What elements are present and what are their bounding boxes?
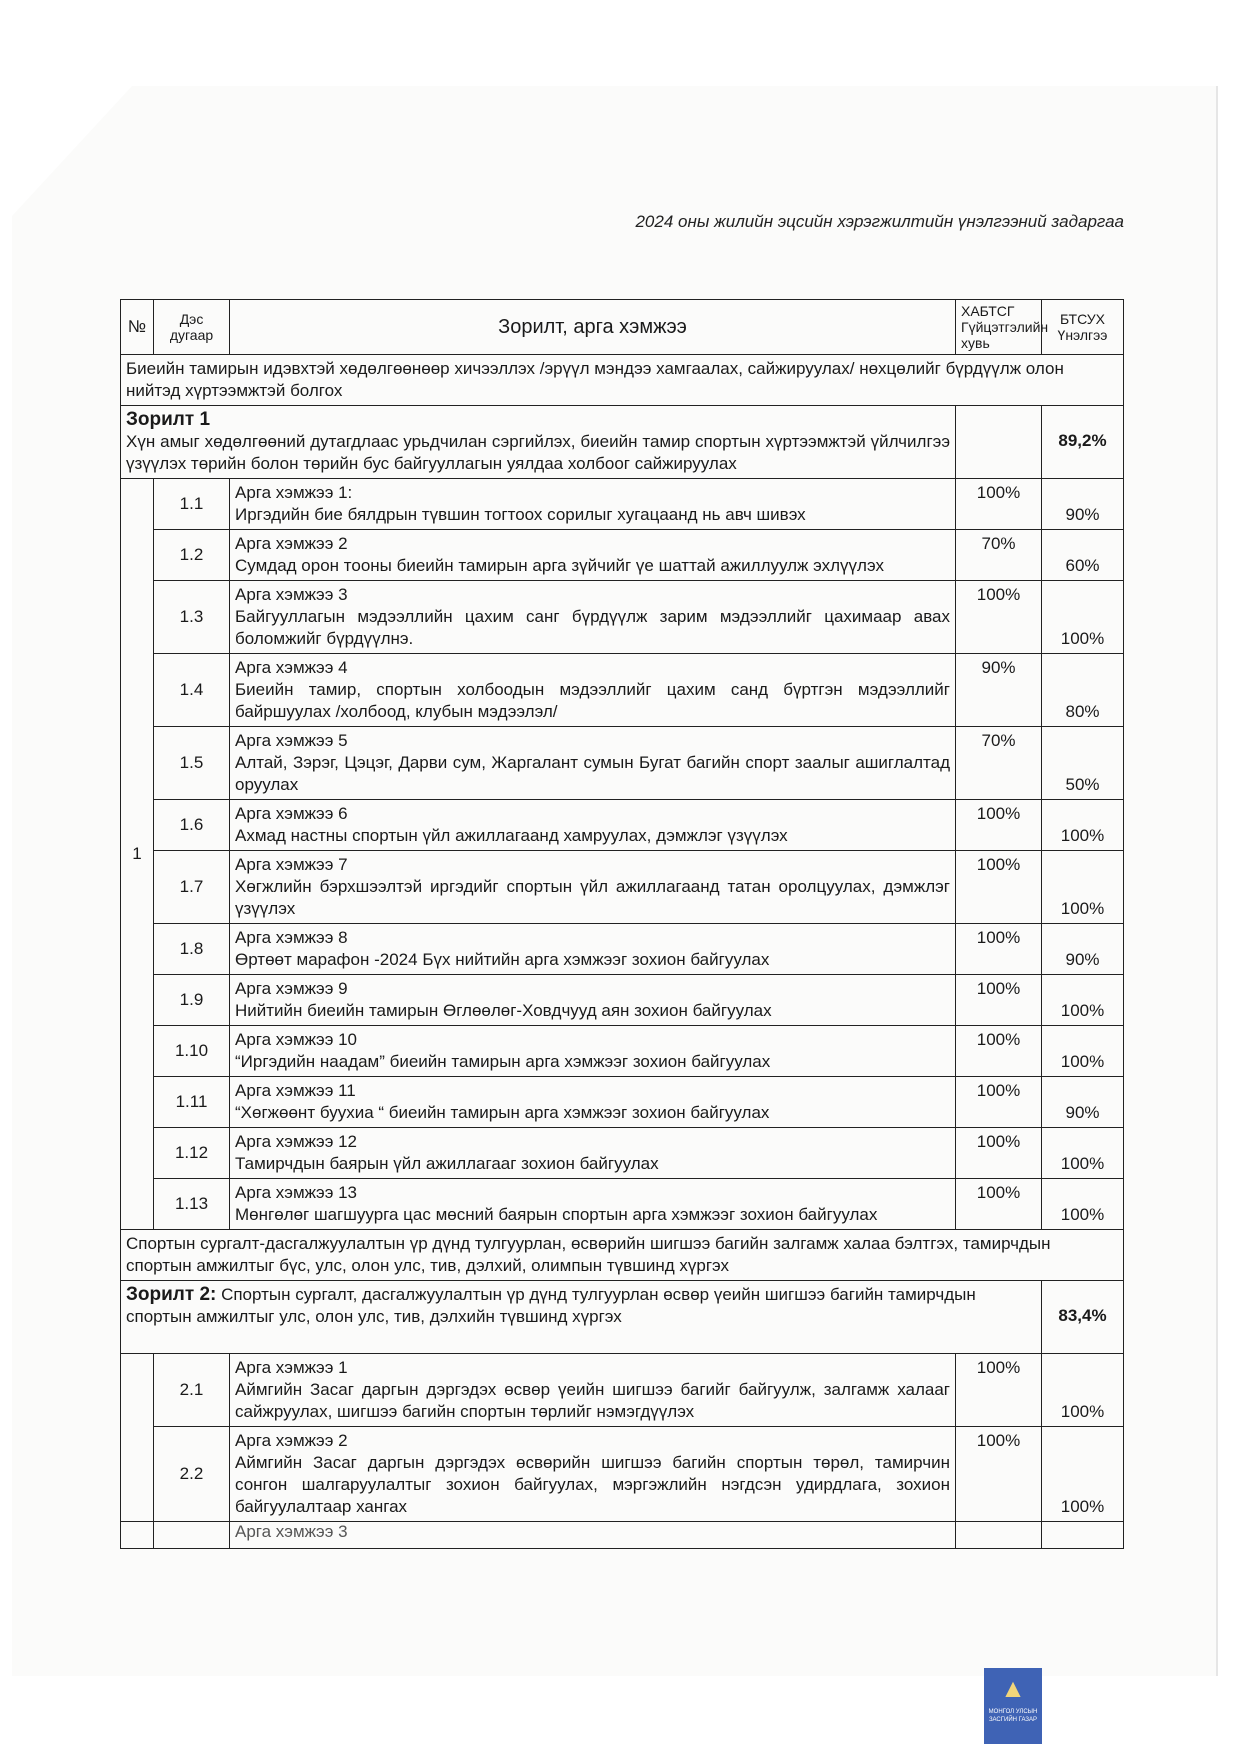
action-number: 1.10 [154, 1026, 230, 1077]
action-number: 1.11 [154, 1077, 230, 1128]
action-heading: Арга хэмжээ 12 [235, 1132, 358, 1151]
action-number: 1.12 [154, 1128, 230, 1179]
goal-1-cell [121, 406, 956, 479]
action-row [121, 727, 1124, 800]
action-cell [230, 1427, 956, 1522]
action-cell [230, 581, 956, 654]
evaluation-percent: 50% [1042, 727, 1124, 800]
action-heading: Арга хэмжээ 10 [235, 1030, 358, 1049]
action-text: Тамирчдын баярын үйл ажиллагааг зохион байгуулах [235, 1154, 659, 1173]
evaluation-percent: 90% [1042, 924, 1124, 975]
goal-1-actions [121, 479, 1124, 1230]
action-number: 1.7 [154, 851, 230, 924]
performance-percent: 100% [956, 1354, 1042, 1427]
goal-1-text: Хүн амыг хөдөлгөөний дутагдлаас урьдчилан сэргийлэх, биеийн тамир спортын хүртээмжтэй үйлчилгээ үзүүлэх төрийн болон төрийн бус байгууллагын уялдаа холбоог сайжируулах [126, 432, 950, 473]
action-text: Иргэдийн бие бялдрын түвшин тогтоох сорилыг хугацаанд нь авч шивэх [235, 505, 806, 524]
action-heading: Арга хэмжээ 6 [235, 804, 348, 823]
action-text: “Иргэдийн наадам” биеийн тамирын арга хэмжээг зохион байгуулах [235, 1052, 771, 1071]
evaluation-percent: 100% [1042, 581, 1124, 654]
performance-percent: 100% [956, 1128, 1042, 1179]
action-text: Ахмад настны спортын үйл ажиллагаанд хамруулах, дэмжлэг үзүүлэх [235, 826, 788, 845]
goal-2-text: Спортын сургалт, дасгалжуулалтын үр дүнд тулгуурлан өсвөр үеийн шигшээ багийн тамирчдын спортын амжилтыг улс, олон улс, тив, дэлхийн түвшинд хүргэх [126, 1285, 976, 1326]
goal-2-actions [121, 1354, 1124, 1522]
action-row [121, 800, 1124, 851]
action-number: 1.9 [154, 975, 230, 1026]
action-text: Нийтийн биеийн тамирын Өглөөлөг-Ховдчууд аян зохион байгуулах [235, 1001, 772, 1020]
action-number: 1.3 [154, 581, 230, 654]
group-number: 1 [121, 479, 154, 1230]
folded-corner [12, 86, 132, 216]
action-cell [230, 530, 956, 581]
action-number: 1.5 [154, 727, 230, 800]
goal-1-title: Зорилт 1 [126, 409, 211, 430]
action-cell [230, 1026, 956, 1077]
action-heading: Арга хэмжээ 1 [235, 1358, 348, 1377]
action-row [121, 581, 1124, 654]
evaluation-percent: 100% [1042, 1427, 1124, 1522]
evaluation-percent: 100% [1042, 975, 1124, 1026]
action-heading: Арга хэмжээ 1: [235, 483, 353, 502]
action-text: Мөнгөлөг шагшуурга цас мөсний баярын спортын арга хэмжээг зохион байгуулах [235, 1205, 878, 1224]
action-number: 1.1 [154, 479, 230, 530]
evaluation-table [120, 299, 1124, 1549]
performance-percent: 100% [956, 851, 1042, 924]
action-number: 1.13 [154, 1179, 230, 1230]
performance-percent: 100% [956, 975, 1042, 1026]
action-heading: Арга хэмжээ 2 [235, 1431, 348, 1450]
cut-row [121, 1522, 1124, 1549]
section-row [121, 355, 1124, 406]
section-2-text: Спортын сургалт-дасгалжуулалтын үр дүнд тулгуурлан, өсвөрийн шигшээ багийн залгамж халаа бэлтгэх, тамирчдын спортын амжилтыг бүс, улс, олон улс, тив, дэлхий, олимпын түвшинд хүргэх [121, 1230, 1124, 1281]
goal-row [121, 406, 1124, 479]
performance-percent: 100% [956, 1026, 1042, 1077]
action-cell [230, 800, 956, 851]
performance-percent: 100% [956, 1427, 1042, 1522]
action-heading: Арга хэмжээ 3 [235, 585, 348, 604]
action-row [121, 1179, 1124, 1230]
action-row [121, 851, 1124, 924]
action-text: Байгууллагын мэдээллийн цахим санг бүрдүүлж зарим мэдээллийг цахимаар авах боломжийг бүрдүүлнэ. [235, 607, 950, 648]
action-cell [230, 1179, 956, 1230]
action-row [121, 479, 1124, 530]
section-1-text: Биеийн тамирын идэвхтэй хөдөлгөөнөөр хичээллэх /эрүүл мэндээ хамгаалах, сайжируулах/ нөхцөлийг бүрдүүлж олон нийтэд хүртээмжтэй болгох [121, 355, 1124, 406]
evaluation-percent: 100% [1042, 1026, 1124, 1077]
goal-1-score: 89,2% [1042, 406, 1124, 479]
document-header: 2024 оны жилийн эцсийн хэрэгжилтийн үнэлгээний задаргаа [635, 212, 1124, 231]
action-text: “Хөгжөөнт буухиа “ биеийн тамирын арга хэмжээг зохион байгуулах [235, 1103, 770, 1122]
action-heading: Арга хэмжээ 9 [235, 979, 348, 998]
evaluation-percent: 100% [1042, 1179, 1124, 1230]
table-header-row [121, 300, 1124, 355]
goal-1-pct1 [956, 406, 1042, 479]
action-cell [230, 1354, 956, 1427]
soyombo-icon: ▲ [1000, 1673, 1026, 1703]
evaluation-percent: 90% [1042, 1077, 1124, 1128]
goal-2-title: Зорилт 2: [126, 1284, 217, 1305]
action-cell [230, 654, 956, 727]
action-text: Аймгийн Засаг даргын дэргэдэх өсвөрийн шигшээ багийн спортын төрөл, тамирчин сонгон шалгаруулалтыг зохион байгуулах, мэргэжлийн нэгдсэн удирдлага, зохион байгуулалтаар хангах [235, 1453, 950, 1516]
performance-percent: 70% [956, 727, 1042, 800]
action-text: Алтай, Зэрэг, Цэцэг, Дарви сум, Жаргалант сумын Бугат багийн спорт заалыг ашиглалтад оруулах [235, 753, 950, 794]
action-row [121, 530, 1124, 581]
action-text: Биеийн тамир, спортын холбоодын мэдээллийг цахим санд бүртгэн мэдээллийг байршуулах /холбоод, клубын мэдээлэл/ [235, 680, 950, 721]
action-number: 1.2 [154, 530, 230, 581]
action-row [121, 1427, 1124, 1522]
evaluation-percent: 100% [1042, 1128, 1124, 1179]
action-heading: Арга хэмжээ 8 [235, 928, 348, 947]
action-row [121, 975, 1124, 1026]
government-logo [984, 1668, 1042, 1744]
performance-percent: 100% [956, 479, 1042, 530]
col-pct1-header: ХАБТСГ Гүйцэтгэлийн хувь [956, 300, 1042, 355]
goal-row [121, 1281, 1124, 1354]
section-row [121, 1230, 1124, 1281]
action-text: Хөгжлийн бэрхшээлтэй иргэдийг спортын үйл ажиллагаанд татан оролцуулах, дэмжлэг үзүүлэх [235, 877, 950, 918]
action-text: Аймгийн Засаг даргын дэргэдэх өсвөр үеийн шигшээ багийг байгуулж, залгамж халааг сайжруулах, шигшээ багийн спортын төрлийг нэмэгдүүлэх [235, 1380, 950, 1421]
evaluation-percent: 80% [1042, 654, 1124, 727]
col-pct2-header: БТСУХ Үнэлгээ [1042, 300, 1124, 355]
logo-text: МОНГОЛ УЛСЫН ЗАСГИЙН ГАЗАР [988, 1709, 1038, 1723]
action-heading: Арга хэмжээ 7 [235, 855, 348, 874]
action-number: 2.1 [154, 1354, 230, 1427]
action-heading: Арга хэмжээ 4 [235, 658, 348, 677]
goal-2-cell [121, 1281, 1042, 1354]
action-number: 1.6 [154, 800, 230, 851]
col-no-header: № [121, 300, 154, 355]
action-row [121, 1354, 1124, 1427]
action-row [121, 924, 1124, 975]
action-row [121, 1026, 1124, 1077]
evaluation-percent: 100% [1042, 1354, 1124, 1427]
performance-percent: 100% [956, 581, 1042, 654]
action-heading: Арга хэмжээ 5 [235, 731, 348, 750]
action-cell [230, 1077, 956, 1128]
action-row [121, 1128, 1124, 1179]
action-heading: Арга хэмжээ 13 [235, 1183, 358, 1202]
performance-percent: 100% [956, 1077, 1042, 1128]
action-cell [230, 924, 956, 975]
action-cell [230, 851, 956, 924]
evaluation-percent: 100% [1042, 851, 1124, 924]
action-cell [230, 975, 956, 1026]
action-heading: Арга хэмжээ 2 [235, 534, 348, 553]
performance-percent: 100% [956, 1179, 1042, 1230]
action-cell [230, 727, 956, 800]
action-cell [230, 479, 956, 530]
cut-row-text: Арга хэмжээ 3 [230, 1522, 956, 1549]
action-cell [230, 1128, 956, 1179]
scan-edge [1216, 86, 1218, 1676]
goal-2-score: 83,4% [1042, 1281, 1124, 1354]
action-heading: Арга хэмжээ 11 [235, 1081, 356, 1100]
group-number [121, 1354, 154, 1522]
action-text: Өртөөт марафон -2024 Бүх нийтийн арга хэмжээг зохион байгуулах [235, 950, 770, 969]
action-number: 1.4 [154, 654, 230, 727]
evaluation-percent: 60% [1042, 530, 1124, 581]
action-row [121, 654, 1124, 727]
action-number: 1.8 [154, 924, 230, 975]
performance-percent: 70% [956, 530, 1042, 581]
col-goal-header: Зорилт, арга хэмжээ [230, 300, 956, 355]
col-num-header: Дэс дугаар [154, 300, 230, 355]
evaluation-percent: 90% [1042, 479, 1124, 530]
performance-percent: 90% [956, 654, 1042, 727]
action-number: 2.2 [154, 1427, 230, 1522]
performance-percent: 100% [956, 924, 1042, 975]
action-text: Сумдад орон тооны биеийн тамирын арга зүйчийг үе шаттай ажиллуулж эхлүүлэх [235, 556, 884, 575]
action-row [121, 1077, 1124, 1128]
evaluation-percent: 100% [1042, 800, 1124, 851]
performance-percent: 100% [956, 800, 1042, 851]
